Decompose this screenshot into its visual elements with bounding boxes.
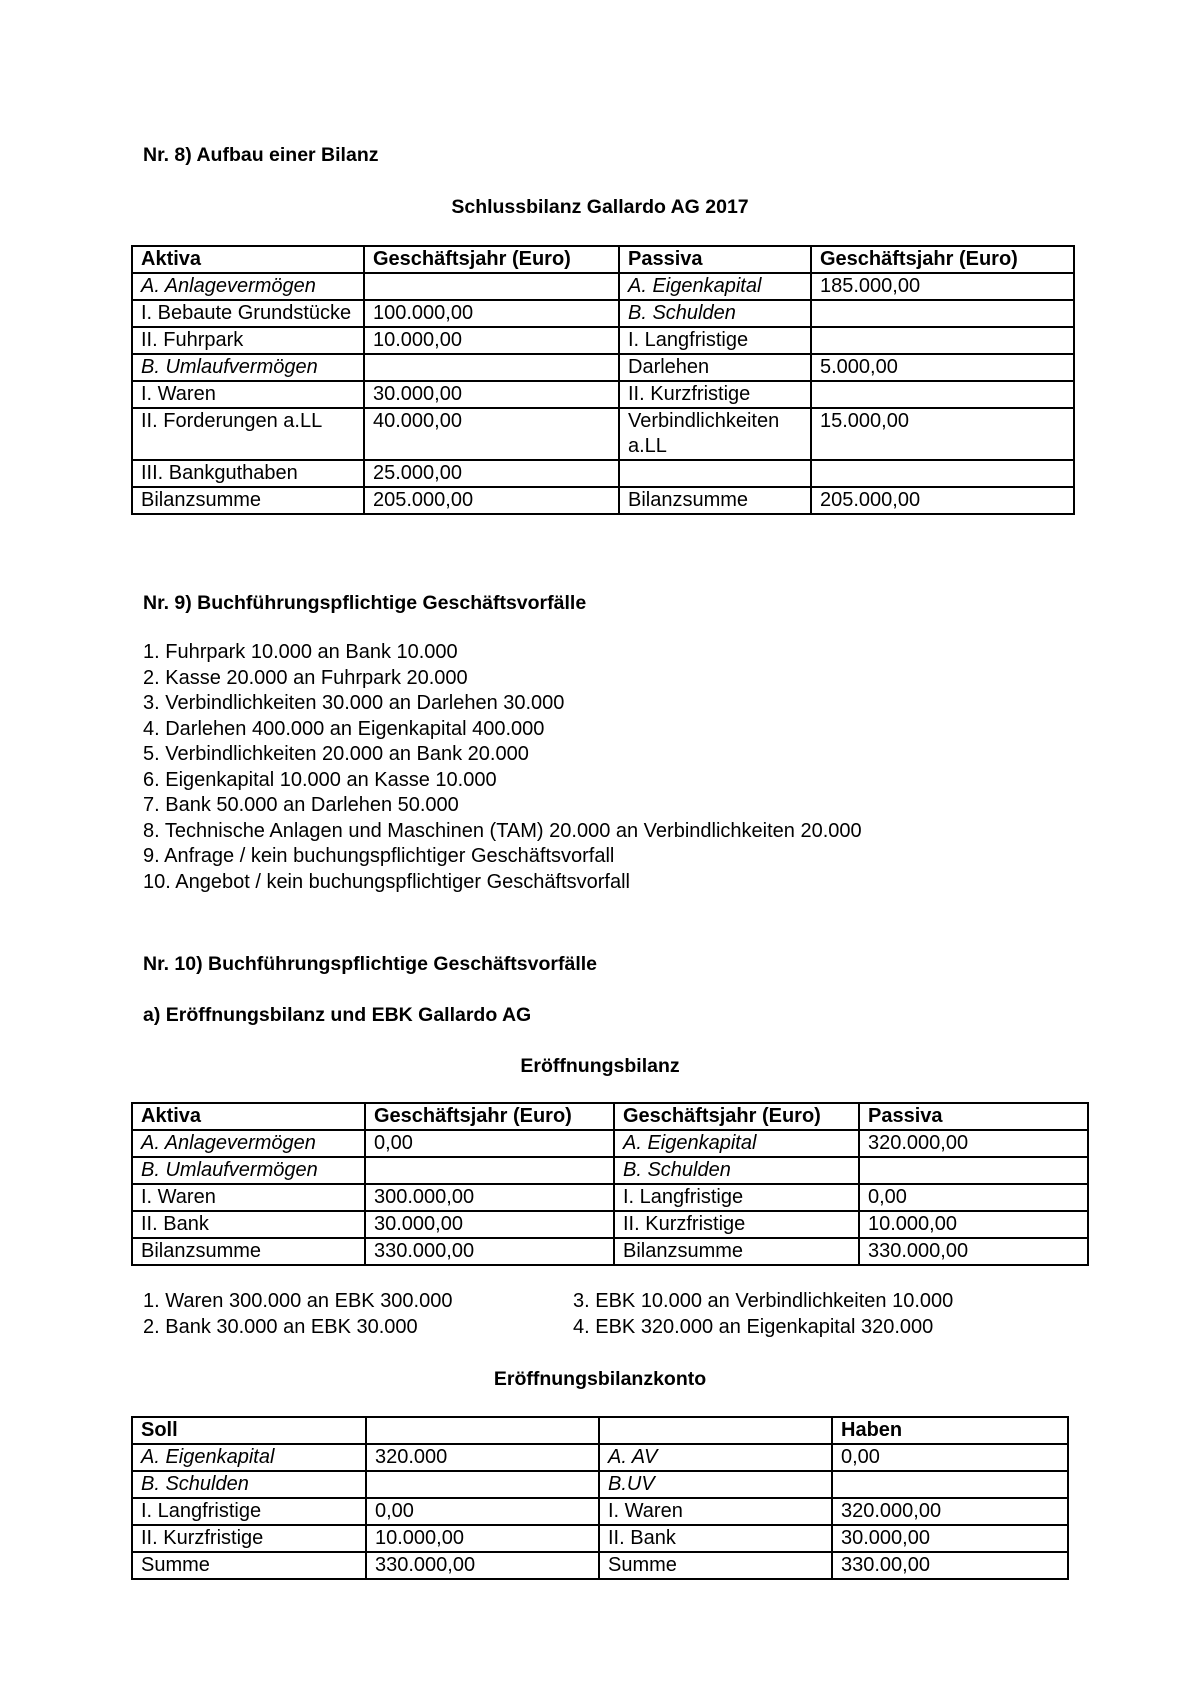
- table-cell: 320.000,00: [832, 1498, 1068, 1525]
- table-cell: Summe: [132, 1552, 366, 1579]
- table-cell: B. Umlaufvermögen: [132, 354, 364, 381]
- table-cell: 0,00: [832, 1444, 1068, 1471]
- table-cell: A. AV: [599, 1444, 832, 1471]
- list-item: 5. Verbindlichkeiten 20.000 an Bank 20.000: [143, 743, 529, 765]
- table-cell: 0,00: [859, 1184, 1088, 1211]
- list-item: 3. EBK 10.000 an Verbindlichkeiten 10.000: [573, 1290, 954, 1312]
- header-cell: [366, 1417, 599, 1444]
- table-cell: [832, 1471, 1068, 1498]
- table-cell: 330.000,00: [366, 1552, 599, 1579]
- table-cell: 330.000,00: [365, 1238, 614, 1265]
- list-item: 4. EBK 320.000 an Eigenkapital 320.000: [573, 1315, 934, 1338]
- table-cell: Summe: [599, 1552, 832, 1579]
- table-row: [132, 1238, 1088, 1265]
- header-cell: Aktiva: [132, 246, 364, 273]
- table-cell: Bilanzsumme: [132, 1238, 365, 1265]
- table-cell: [859, 1157, 1088, 1184]
- table-cell: 30.000,00: [832, 1525, 1068, 1552]
- table-cell: [619, 460, 811, 487]
- subheading-eroeffnungsbilanz: a) Eröffnungsbilanz und EBK Gallardo AG: [143, 1004, 532, 1026]
- table-header-row: [132, 1417, 1068, 1444]
- table-cell: II. Kurzfristige: [132, 1525, 366, 1552]
- table-cell: 205.000,00: [364, 487, 619, 514]
- table-row: [132, 1525, 1068, 1552]
- table-cell: 205.000,00: [811, 487, 1074, 514]
- section-heading-nr10: Nr. 10) Buchführungspflichtige Geschäftsvorfälle: [143, 953, 598, 975]
- table-cell: I. Langfristige: [132, 1498, 366, 1525]
- table-cell: A. Eigenkapital: [614, 1130, 859, 1157]
- header-cell: [599, 1417, 832, 1444]
- table-cell: I. Waren: [132, 381, 364, 408]
- table-cell: [364, 273, 619, 300]
- table-cell: 5.000,00: [811, 354, 1074, 381]
- schlussbilanz-table: [131, 245, 1075, 515]
- eroeffnungsbilanz-table: [131, 1102, 1089, 1266]
- header-cell: Soll: [132, 1417, 366, 1444]
- table-cell: [811, 381, 1074, 408]
- table-cell: 300.000,00: [365, 1184, 614, 1211]
- table-cell: 30.000,00: [365, 1211, 614, 1238]
- table-row: [132, 1184, 1088, 1211]
- table-cell: B. Schulden: [619, 300, 811, 327]
- table-cell: A. Anlagevermögen: [132, 273, 364, 300]
- list-item: 2. Kasse 20.000 an Fuhrpark 20.000: [143, 666, 468, 689]
- table-cell: 40.000,00: [364, 408, 619, 460]
- list-item: 9. Anfrage / kein buchungspflichtiger Geschäftsvorfall: [143, 845, 615, 867]
- table-cell: 0,00: [366, 1498, 599, 1525]
- table-cell: Darlehen: [619, 354, 811, 381]
- table-cell: A. Anlagevermögen: [132, 1130, 365, 1157]
- ebk-bookings-left: [143, 1289, 452, 1340]
- table-cell: 25.000,00: [364, 460, 619, 487]
- table-cell: 0,00: [365, 1130, 614, 1157]
- header-cell: Aktiva: [132, 1103, 365, 1130]
- eroeffnungsbilanz-title: Eröffnungsbilanz: [520, 1055, 680, 1077]
- table-cell: II. Kurzfristige: [614, 1211, 859, 1238]
- ebk-title: Eröffnungsbilanzkonto: [493, 1368, 707, 1390]
- list-item: 7. Bank 50.000 an Darlehen 50.000: [143, 794, 459, 816]
- header-cell: Geschäftsjahr (Euro): [365, 1103, 614, 1130]
- header-cell: Passiva: [619, 246, 811, 273]
- table-row: [132, 1444, 1068, 1471]
- table-cell: [811, 327, 1074, 354]
- table-cell: II. Fuhrpark: [132, 327, 364, 354]
- ebk-table: [131, 1416, 1069, 1580]
- table-cell: I. Langfristige: [614, 1184, 859, 1211]
- table-cell: I. Bebaute Grundstücke: [132, 300, 364, 327]
- table-cell: B. Umlaufvermögen: [132, 1157, 365, 1184]
- table-cell: III. Bankguthaben: [132, 460, 364, 487]
- table-cell: Bilanzsumme: [619, 487, 811, 514]
- list-item: 3. Verbindlichkeiten 30.000 an Darlehen 30.000: [143, 692, 565, 714]
- header-cell: Geschäftsjahr (Euro): [811, 246, 1074, 273]
- table-row: [132, 381, 1074, 408]
- table-row: [132, 1211, 1088, 1238]
- table-cell: [365, 1157, 614, 1184]
- booking-list: [143, 640, 862, 895]
- list-item: 4. Darlehen 400.000 an Eigenkapital 400.000: [143, 717, 545, 740]
- table-cell: [366, 1471, 599, 1498]
- table-cell: 330.00,00: [832, 1552, 1068, 1579]
- list-item: 10. Angebot / kein buchungspflichtiger Geschäftsvorfall: [143, 870, 630, 893]
- table-cell: II. Bank: [132, 1211, 365, 1238]
- table-cell: II. Bank: [599, 1525, 832, 1552]
- table-cell: 320.000,00: [859, 1130, 1088, 1157]
- header-cell: Geschäftsjahr (Euro): [614, 1103, 859, 1130]
- table-cell: II. Forderungen a.LL: [132, 408, 364, 460]
- table-row: [132, 300, 1074, 327]
- table-cell: Verbindlichkeiten a.LL: [619, 408, 811, 460]
- table-row: [132, 1552, 1068, 1579]
- table-header-row: [132, 246, 1074, 273]
- table-cell: B. Schulden: [132, 1471, 366, 1498]
- table-row: [132, 1130, 1088, 1157]
- table-cell: Bilanzsumme: [132, 487, 364, 514]
- table-row: [132, 327, 1074, 354]
- table-row: [132, 354, 1074, 381]
- table-cell: I. Waren: [599, 1498, 832, 1525]
- table-cell: B. Schulden: [614, 1157, 859, 1184]
- list-item: 1. Waren 300.000 an EBK 300.000: [143, 1290, 453, 1312]
- table-row: [132, 1498, 1068, 1525]
- table-row: [132, 487, 1074, 514]
- table-cell: I. Waren: [132, 1184, 365, 1211]
- list-item: 2. Bank 30.000 an EBK 30.000: [143, 1315, 418, 1338]
- table-cell: 185.000,00: [811, 273, 1074, 300]
- table-cell: B.UV: [599, 1471, 832, 1498]
- section-heading-nr9: Nr. 9) Buchführungspflichtige Geschäftsvorfälle: [143, 592, 587, 614]
- table-row: [132, 408, 1074, 460]
- schlussbilanz-title: Schlussbilanz Gallardo AG 2017: [451, 196, 749, 218]
- table-cell: II. Kurzfristige: [619, 381, 811, 408]
- table-row: [132, 273, 1074, 300]
- ebk-bookings-right: [573, 1289, 953, 1340]
- table-cell: A. Eigenkapital: [619, 273, 811, 300]
- table-cell: [811, 300, 1074, 327]
- table-cell: 15.000,00: [811, 408, 1074, 460]
- header-cell: Geschäftsjahr (Euro): [364, 246, 619, 273]
- table-cell: I. Langfristige: [619, 327, 811, 354]
- table-cell: 30.000,00: [364, 381, 619, 408]
- list-item: 6. Eigenkapital 10.000 an Kasse 10.000: [143, 768, 497, 791]
- section-heading-nr8: Nr. 8) Aufbau einer Bilanz: [143, 144, 379, 166]
- list-item: 1. Fuhrpark 10.000 an Bank 10.000: [143, 641, 458, 663]
- table-cell: 330.000,00: [859, 1238, 1088, 1265]
- table-cell: Bilanzsumme: [614, 1238, 859, 1265]
- table-row: [132, 1157, 1088, 1184]
- table-cell: [811, 460, 1074, 487]
- header-cell: Haben: [832, 1417, 1068, 1444]
- table-cell: 10.000,00: [364, 327, 619, 354]
- table-cell: 320.000: [366, 1444, 599, 1471]
- header-cell: Passiva: [859, 1103, 1088, 1130]
- table-row: [132, 460, 1074, 487]
- table-cell: 100.000,00: [364, 300, 619, 327]
- table-cell: [364, 354, 619, 381]
- table-cell: A. Eigenkapital: [132, 1444, 366, 1471]
- table-row: [132, 1471, 1068, 1498]
- table-cell: 10.000,00: [366, 1525, 599, 1552]
- list-item: 8. Technische Anlagen und Maschinen (TAM) 20.000 an Verbindlichkeiten 20.000: [143, 819, 862, 842]
- table-cell: 10.000,00: [859, 1211, 1088, 1238]
- table-header-row: [132, 1103, 1088, 1130]
